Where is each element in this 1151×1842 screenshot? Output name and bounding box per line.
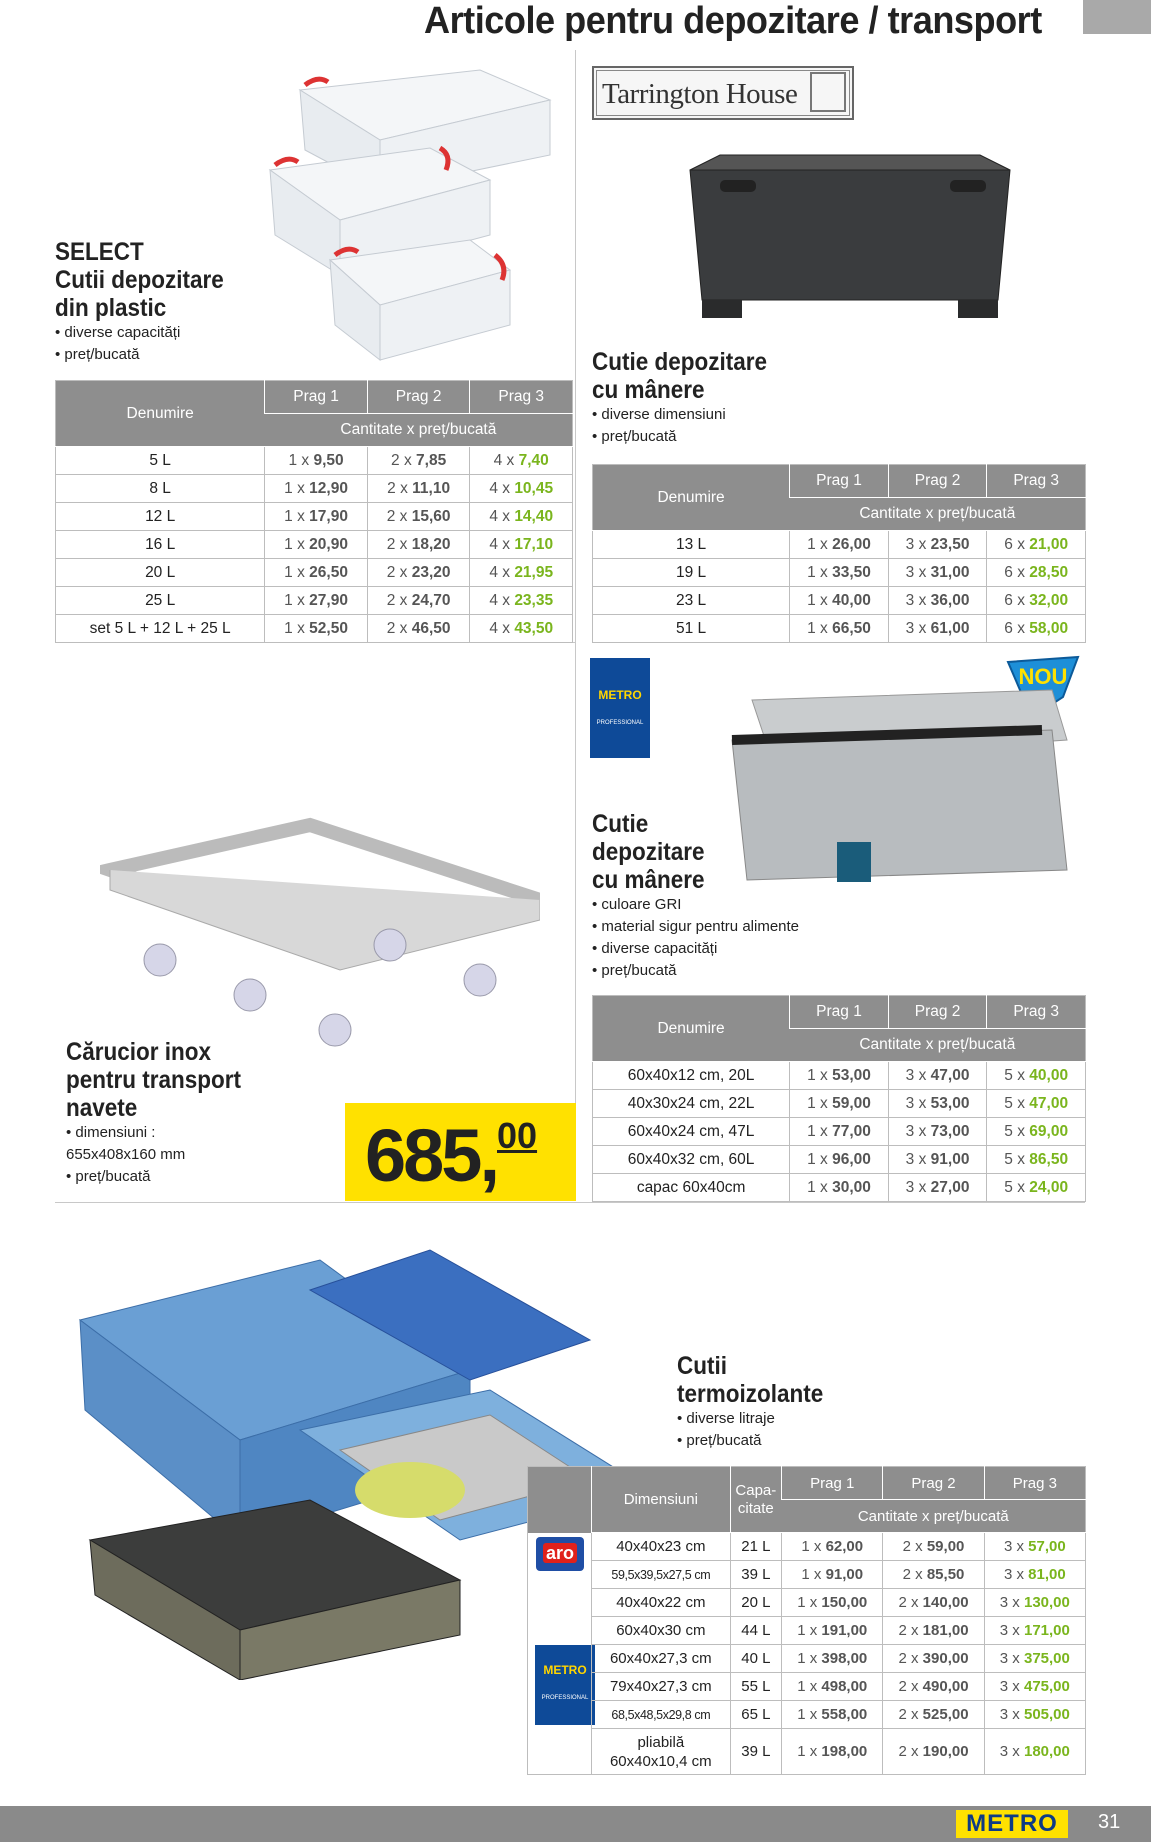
row-name: 23 L (593, 587, 790, 615)
row-name: set 5 L + 12 L + 25 L (56, 615, 265, 643)
product-bullets-crate: • diverse dimensiuni • preț/bucată (592, 406, 726, 445)
price-cell: 3 x 23,50 (888, 531, 987, 559)
table-row (528, 1533, 1086, 1561)
price-cell: 2 x 24,70 (367, 587, 470, 615)
table-row (528, 1617, 1086, 1645)
price-cell: 1 x 53,00 (790, 1062, 889, 1090)
price-cell: 2 x 7,85 (367, 447, 470, 475)
price-cell: 3 x 73,00 (888, 1118, 987, 1146)
price-cell: 2 x 23,20 (367, 559, 470, 587)
price-cell: 2 x 59,00 (883, 1533, 984, 1561)
table-row (593, 1090, 1086, 1118)
row-name: 13 L (593, 531, 790, 559)
price-cell: 2 x 490,00 (883, 1673, 984, 1701)
price-cell: 3 x 47,00 (888, 1062, 987, 1090)
table-row (528, 1589, 1086, 1617)
metro-logo: METRO (956, 1810, 1068, 1838)
price-cell: 3 x 130,00 (984, 1589, 1085, 1617)
row-name: 25 L (56, 587, 265, 615)
row-name: 60x40x27,3 cm (592, 1645, 731, 1673)
row-name: 51 L (593, 615, 790, 643)
row-name: 79x40x27,3 cm (592, 1673, 731, 1701)
table-row (56, 615, 573, 643)
price-cell: 1 x 62,00 (782, 1533, 883, 1561)
table-row (593, 1146, 1086, 1174)
row-divider (55, 1202, 1085, 1203)
row-name: 40x40x22 cm (592, 1589, 731, 1617)
table-row (56, 531, 573, 559)
price-cell: 4 x 43,50 (470, 615, 573, 643)
product-title-grey-crate: Cutie depozitare cu mânere (592, 810, 705, 894)
table-row (56, 587, 573, 615)
price-cell: 3 x 61,00 (888, 615, 987, 643)
price-cell: 1 x 198,00 (782, 1729, 883, 1775)
price-cell: 3 x 91,00 (888, 1146, 987, 1174)
tarrington-house-logo: Tarrington House (592, 66, 854, 120)
svg-text:NOU: NOU (1018, 664, 1068, 689)
table-row (593, 1118, 1086, 1146)
price-cell: 1 x 30,00 (790, 1174, 889, 1202)
row-name: 59,5x39,5x27,5 cm (592, 1561, 731, 1589)
trolley-image (100, 810, 540, 1060)
price-cell: 3 x 375,00 (984, 1645, 1085, 1673)
price-cell: 3 x 27,00 (888, 1174, 987, 1202)
price-cell: 5 x 86,50 (987, 1146, 1086, 1174)
price-cell: 3 x 171,00 (984, 1617, 1085, 1645)
price-cell: 3 x 180,00 (984, 1729, 1085, 1775)
price-cell: 2 x 181,00 (883, 1617, 984, 1645)
row-name: 20 L (56, 559, 265, 587)
product-bullets-select: • diverse capacități • preț/bucată (55, 324, 181, 363)
row-name: 12 L (56, 503, 265, 531)
price-cell: 2 x 11,10 (367, 475, 470, 503)
price-cell: 5 x 47,00 (987, 1090, 1086, 1118)
page-footer (0, 1806, 1151, 1842)
row-name: capac 60x40cm (593, 1174, 790, 1202)
capacity-cell: 55 L (730, 1673, 782, 1701)
price-cell: 5 x 69,00 (987, 1118, 1086, 1146)
table-row (56, 447, 573, 475)
price-cell: 3 x 57,00 (984, 1533, 1085, 1561)
table-row (56, 503, 573, 531)
price-cell: 2 x 140,00 (883, 1589, 984, 1617)
row-name: 40x40x23 cm (592, 1533, 731, 1561)
price-cell: 2 x 46,50 (367, 615, 470, 643)
price-cell: 1 x 52,50 (265, 615, 368, 643)
price-cell: 3 x 505,00 (984, 1701, 1085, 1729)
table-row (56, 475, 573, 503)
table-row (593, 1174, 1086, 1202)
price-cell: 1 x 33,50 (790, 559, 889, 587)
table-row (528, 1645, 1086, 1673)
product-bullets-trolley: • dimensiuni : 655x408x160 mm • preț/bucată (66, 1124, 186, 1185)
row-name: 60x40x32 cm, 60L (593, 1146, 790, 1174)
grey-crate-image (712, 680, 1072, 910)
price-cell: 5 x 24,00 (987, 1174, 1086, 1202)
price-cell: 4 x 21,95 (470, 559, 573, 587)
page-title: Articole pentru depozitare / transport (424, 0, 1042, 42)
row-name: 40x30x24 cm, 22L (593, 1090, 790, 1118)
page-number: 31 (1098, 1811, 1121, 1833)
price-cell: 6 x 32,00 (987, 587, 1086, 615)
table-row (56, 559, 573, 587)
capacity-cell: 65 L (730, 1701, 782, 1729)
table-row (528, 1673, 1086, 1701)
aro-logo: aro (536, 1537, 584, 1571)
price-cell: 6 x 28,50 (987, 559, 1086, 587)
capacity-cell: 40 L (730, 1645, 782, 1673)
product-title-trolley: Cărucior inox pentru transport navete (66, 1038, 242, 1122)
header-accent-box (1083, 0, 1151, 34)
price-cell: 4 x 17,10 (470, 531, 573, 559)
price-cell: 1 x 91,00 (782, 1561, 883, 1589)
table-row (528, 1561, 1086, 1589)
table-row (593, 587, 1086, 615)
price-cell: 3 x 53,00 (888, 1090, 987, 1118)
row-name: pliabilă 60x40x10,4 cm (592, 1729, 731, 1775)
product-bullets-thermo: • diverse litraje • preț/bucată (677, 1410, 775, 1449)
table-row (593, 615, 1086, 643)
price-table-grey-crate: Denumire Prag 1 Prag 2 Prag 3 Cantitate x preț/bucată 60x40x12 cm, 20L 1 x 53,00 3 x 47,00 5 x 40,00 40x30x24 cm, 22L 1 x 59,00 3 x 53,00 5 x 47,00 60x40x24 cm, 47L 1 x 77,00 3 x 73,00 5 x 69,00 60x40x32 cm, 60L 1 x 96,00 3 x 91,00 5 x 86,50 capac 60x40cm 1 x 30,00 3 x 27,00 5 x 24,00 (592, 995, 1086, 1202)
price-table-crate: Denumire Prag 1 Prag 2 Prag 3 Cantitate x preț/bucată 13 L 1 x 26,00 3 x 23,50 6 x 21,00 19 L 1 x 33,50 3 x 31,00 6 x 28,50 23 L 1 x 40,00 3 x 36,00 6 x 32,00 51 L 1 x 66,50 3 x 61,00 6 x 58,00 (592, 464, 1086, 643)
price-cell: 3 x 31,00 (888, 559, 987, 587)
price-cell: 5 x 40,00 (987, 1062, 1086, 1090)
price-cell: 3 x 81,00 (984, 1561, 1085, 1589)
price-cell: 6 x 21,00 (987, 531, 1086, 559)
price-cell: 1 x 12,90 (265, 475, 368, 503)
price-cell: 1 x 398,00 (782, 1645, 883, 1673)
price-cell: 1 x 27,90 (265, 587, 368, 615)
price-cell: 1 x 77,00 (790, 1118, 889, 1146)
price-cell: 4 x 7,40 (470, 447, 573, 475)
table-row (593, 559, 1086, 587)
price-cell: 6 x 58,00 (987, 615, 1086, 643)
price-table-thermo: Dimensiuni Capa-citate Prag 1 Prag 2 Prag 3 Cantitate x preț/bucată 40x40x23 cm 21 L 1 x 62,00 2 x 59,00 3 x 57,00 59,5x39,5x27,5 cm 39 L 1 x 91,00 2 x 85,50 3 x 81,00 40x40x22 cm 20 L 1 x 150,00 2 x 140,00 3 x 130,00 60x40x30 cm 44 L 1 x 191,00 2 x 181,00 3 x 171,00 60x40x27,3 cm 40 L 1 x 398,00 2 x 390,00 3 x 375,00 79x40x27,3 cm 55 L 1 x 498,00 2 x 490,00 3 x 475,00 68,5x48,5x29,8 cm 65 L 1 x 558,00 2 x 525,00 3 x 505,00 pliabilă 60x40x10,4 cm 39 L 1 x 198,00 2 x 190,00 3 x 180,00 (527, 1466, 1086, 1775)
price-cell: 2 x 18,20 (367, 531, 470, 559)
price-tag-trolley: 685, 00 (345, 1103, 576, 1201)
price-cell: 2 x 525,00 (883, 1701, 984, 1729)
plastic-boxes-image (230, 60, 560, 380)
capacity-cell: 21 L (730, 1533, 782, 1561)
row-name: 19 L (593, 559, 790, 587)
capacity-cell: 39 L (730, 1561, 782, 1589)
price-cell: 1 x 558,00 (782, 1701, 883, 1729)
row-name: 60x40x24 cm, 47L (593, 1118, 790, 1146)
capacity-cell: 20 L (730, 1589, 782, 1617)
price-cell: 1 x 498,00 (782, 1673, 883, 1701)
row-name: 60x40x12 cm, 20L (593, 1062, 790, 1090)
price-cell: 3 x 36,00 (888, 587, 987, 615)
product-bullets-grey-crate: • culoare GRI • material sigur pentru alimente • diverse capacități • preț/bucată (592, 896, 800, 979)
capacity-cell: 39 L (730, 1729, 782, 1775)
price-cell: 1 x 96,00 (790, 1146, 889, 1174)
row-name: 60x40x30 cm (592, 1617, 731, 1645)
price-cell: 1 x 66,50 (790, 615, 889, 643)
price-cell: 2 x 15,60 (367, 503, 470, 531)
price-cell: 4 x 14,40 (470, 503, 573, 531)
row-name: 8 L (56, 475, 265, 503)
price-cell: 1 x 191,00 (782, 1617, 883, 1645)
price-cell: 3 x 475,00 (984, 1673, 1085, 1701)
table-row (593, 1062, 1086, 1090)
table-row (593, 531, 1086, 559)
row-name: 5 L (56, 447, 265, 475)
product-title-thermo: Cutii termoizolante (677, 1352, 824, 1408)
dark-crate-image (680, 150, 1020, 335)
table-row (528, 1729, 1086, 1775)
price-cell: 1 x 26,50 (265, 559, 368, 587)
metro-professional-badge: METRO PROFESSIONAL (590, 658, 650, 758)
metro-professional-badge-thermo: METRO PROFESSIONAL (535, 1645, 595, 1725)
table-row (528, 1701, 1086, 1729)
price-cell: 4 x 23,35 (470, 587, 573, 615)
product-title-select: SELECT Cutii depozitare din plastic (55, 238, 224, 322)
capacity-cell: 44 L (730, 1617, 782, 1645)
price-cell: 1 x 17,90 (265, 503, 368, 531)
price-table-select: Denumire Prag 1 Prag 2 Prag 3 Cantitate x preț/bucată 5 L 1 x 9,50 2 x 7,85 4 x 7,40 8 L 1 x 12,90 2 x 11,10 4 x 10,45 12 L 1 x 17,90 2 x 15,60 4 x 14,40 16 L 1 x 20,90 2 x 18,20 4 x 17,10 20 L 1 x 26,50 2 x 23,20 4 x 21,95 25 L 1 x 27,90 2 x 24,70 4 x 23,35 set 5 L + 12 L + 25 L 1 x 52,50 2 x 46,50 4 x 43,50 (55, 380, 573, 643)
price-cell: 2 x 190,00 (883, 1729, 984, 1775)
price-cell: 1 x 9,50 (265, 447, 368, 475)
product-title-crate: Cutie depozitare cu mânere (592, 348, 768, 404)
price-cell: 2 x 85,50 (883, 1561, 984, 1589)
price-cell: 1 x 59,00 (790, 1090, 889, 1118)
price-cell: 1 x 40,00 (790, 587, 889, 615)
row-name: 68,5x48,5x29,8 cm (592, 1701, 731, 1729)
column-divider (575, 50, 576, 1200)
price-cell: 1 x 150,00 (782, 1589, 883, 1617)
row-name: 16 L (56, 531, 265, 559)
price-cell: 1 x 26,00 (790, 531, 889, 559)
price-cell: 1 x 20,90 (265, 531, 368, 559)
price-cell: 4 x 10,45 (470, 475, 573, 503)
price-cell: 2 x 390,00 (883, 1645, 984, 1673)
